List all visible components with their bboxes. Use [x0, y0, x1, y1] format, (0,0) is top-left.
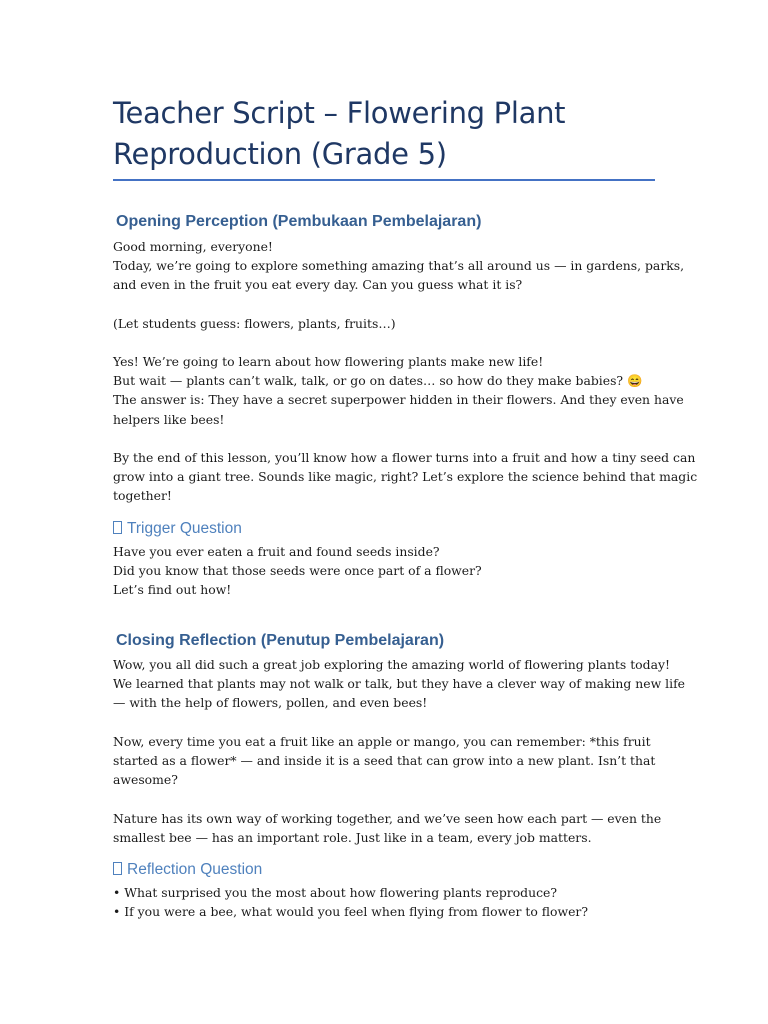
closing-paragraph-3	[113, 809, 662, 847]
text-line: grow into a giant tree. Sounds like magic, right? Let’s explore the science behind that magic	[113, 469, 698, 485]
title-line-1: Teacher Script – Flowering Plant	[113, 96, 566, 130]
text-line: smallest bee — has an important role. Just like in a team, every job matters.	[113, 830, 592, 846]
closing-heading: Closing Reflection (Penutup Pembelajaran)	[116, 632, 445, 649]
trigger-heading	[113, 520, 242, 538]
opening-paragraph-4	[113, 448, 698, 506]
reflection-heading-label: Reflection Question	[127, 861, 263, 878]
text-line: Let’s find out how!	[113, 582, 232, 598]
text-line: Wow, you all did such a great job exploring the amazing world of flowering plants today!	[113, 657, 670, 672]
opening-paragraph-2	[113, 314, 658, 333]
document-title	[113, 93, 658, 175]
text-line: awesome?	[113, 772, 178, 788]
text-line: But wait — plants can’t walk, talk, or go on dates… so how do they make babies? 😄	[113, 373, 643, 389]
closing-paragraph-1	[113, 655, 685, 713]
reflection-list	[113, 883, 658, 921]
reflection-heading	[113, 861, 262, 879]
opening-heading: Opening Perception (Pembukaan Pembelajaran)	[116, 213, 482, 230]
text-line: We learned that plants may not walk or talk, but they have a clever way of making new life	[113, 676, 685, 692]
missing-glyph-box-icon	[113, 521, 122, 534]
text-line: (Let students guess: flowers, plants, fruits…)	[113, 316, 396, 331]
missing-glyph-box-icon	[113, 862, 122, 875]
text-line: The answer is: They have a secret superpower hidden in their flowers. And they even have	[113, 392, 684, 408]
text-line: — with the help of flowers, pollen, and even bees!	[113, 695, 428, 711]
title-line-2: Reproduction (Grade 5)	[113, 137, 447, 171]
text-line: By the end of this lesson, you’ll know how a flower turns into a fruit and how a tiny seed can	[113, 450, 696, 465]
trigger-paragraph	[113, 542, 658, 600]
text-line: started as a flower* — and inside it is a seed that can grow into a new plant. Isn’t that	[113, 753, 656, 769]
text-line: together!	[113, 488, 172, 504]
text-line: Have you ever eaten a fruit and found seeds inside?	[113, 544, 440, 559]
text-line: Today, we’re going to explore something amazing that’s all around us — in gardens, parks,	[113, 258, 685, 274]
opening-paragraph-3	[113, 352, 684, 429]
text-line: and even in the fruit you eat every day. Can you guess what it is?	[113, 277, 523, 293]
text-line: Now, every time you eat a fruit like an apple or mango, you can remember: *this fruit	[113, 734, 651, 749]
opening-paragraph-1	[113, 237, 685, 295]
text-line: helpers like bees!	[113, 411, 225, 427]
title-divider	[113, 179, 655, 181]
text-line: Nature has its own way of working together, and we’ve seen how each part — even the	[113, 811, 662, 826]
text-line: Good morning, everyone!	[113, 239, 273, 254]
trigger-heading-label: Trigger Question	[127, 520, 242, 537]
text-line: Yes! We’re going to learn about how flowering plants make new life!	[113, 354, 544, 369]
closing-paragraph-2	[113, 732, 658, 790]
list-item: • If you were a bee, what would you feel when flying from flower to flower?	[113, 904, 588, 920]
list-item: • What surprised you the most about how flowering plants reproduce?	[113, 885, 557, 900]
text-line: Did you know that those seeds were once part of a flower?	[113, 563, 482, 579]
